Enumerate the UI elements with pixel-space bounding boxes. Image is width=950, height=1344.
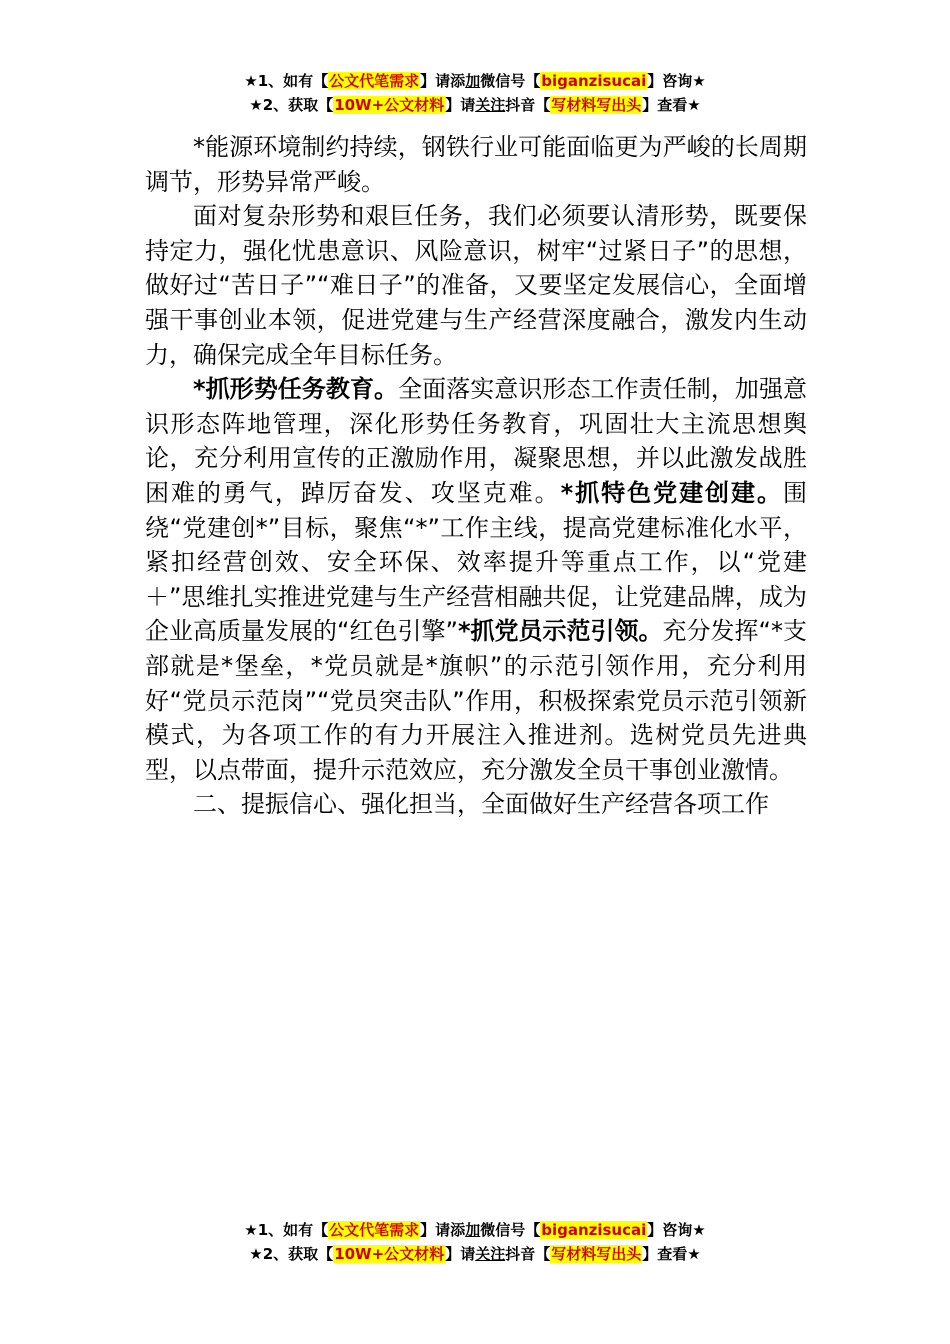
subheading-situation-education: *抓形势任务教育。 <box>193 375 399 404</box>
section-heading: 二、提振信心、强化担当，全面做好生产经营各项工作 <box>193 790 769 819</box>
highlight-wechat-id: biganzisucai <box>541 72 647 90</box>
highlight-douyin: 写材料写出头 <box>551 96 642 114</box>
banner-text: 】查看★ <box>642 96 701 114</box>
paragraph-text: 充分发挥“*支部就是*堡垒，*党员就是*旗帜”的示范引领作用，充分利用好“党员示范岗”“党员突击队”作用，积极探索党员示范引领新模式，为各项工作的有力开展注入推进剂。选树党员先进典型，以点带面，提升示范效应，充分激发全员干事创业激情。 <box>145 617 807 784</box>
subheading-party-building: *抓特色党建创建。 <box>560 478 783 507</box>
paragraph-3 <box>145 372 807 787</box>
highlight-service: 公文代笔需求 <box>329 72 420 90</box>
document-body <box>145 130 807 822</box>
banner-text: 】请添 <box>420 72 466 90</box>
banner-text: 抖音【 <box>505 1245 551 1263</box>
bottom-banner <box>0 1218 950 1266</box>
paragraph-2: 面对复杂形势和艰巨任务，我们必须要认清形势，既要保持定力，强化忧患意识、风险意识，树牢“过紧日子”的思想，做好过“苦日子”“难日子”的准备，又要坚定发展信心，全面增强干事创业本领，促进党建与生产经营深度融合，激发内生动力，确保完成全年目标任务。 <box>145 202 807 369</box>
banner-text: 】请添 <box>420 1221 466 1239</box>
banner-text: ★2、获取【 <box>249 96 334 114</box>
subheading-member-role-model: *抓党员示范引领。 <box>457 617 663 646</box>
highlight-materials: 10W+公文材料 <box>334 1245 445 1263</box>
highlight-douyin: 写材料写出头 <box>551 1245 642 1263</box>
highlight-wechat-id: biganzisucai <box>541 1221 647 1239</box>
banner-emphasis: 关注 <box>475 96 506 114</box>
highlight-service: 公文代笔需求 <box>329 1221 420 1239</box>
paragraph-text: 围绕“党建创*”目标，聚焦“*”工作主线，提高党建标准化水平，紧扣经营创效、安全环保、效率提升等重点工作，以“党建＋”思维扎实推进党建与生产经营相融共促，让党建品牌，成为企业高质量发展的“红色引擎” <box>145 478 807 646</box>
banner-line-2 <box>0 1242 950 1266</box>
banner-line-1 <box>0 69 950 93</box>
banner-line-2 <box>0 93 950 117</box>
paragraph-1: *能源环境制约持续，钢铁行业可能面临更为严峻的长周期调节，形势异常严峻。 <box>145 133 807 196</box>
banner-text: ★1、如有【 <box>244 1221 329 1239</box>
banner-emphasis: 加 <box>465 72 481 90</box>
banner-text: ★2、获取【 <box>249 1245 334 1263</box>
banner-text: 】咨询★ <box>647 72 706 90</box>
paragraph-text: 全面落实意识形态工作责任制，加强意识形态阵地管理，深化形势任务教育，巩固壮大主流思想舆论，充分利用宣传的正激励作用，凝聚思想，并以此激发战胜困难的勇气，踔厉奋发、攻坚克难。 <box>145 375 807 507</box>
banner-text: 】请 <box>445 96 476 114</box>
banner-text: 抖音【 <box>505 96 551 114</box>
banner-text: 】咨询★ <box>647 1221 706 1239</box>
banner-emphasis: 加 <box>465 1221 481 1239</box>
banner-line-1 <box>0 1218 950 1242</box>
highlight-materials: 10W+公文材料 <box>334 96 445 114</box>
banner-text: ★1、如有【 <box>244 72 329 90</box>
top-banner <box>0 69 950 117</box>
banner-text: 微信号【 <box>480 72 541 90</box>
banner-text: 微信号【 <box>480 1221 541 1239</box>
banner-text: 】请 <box>445 1245 476 1263</box>
banner-text: 】查看★ <box>642 1245 701 1263</box>
banner-emphasis: 关注 <box>475 1245 506 1263</box>
